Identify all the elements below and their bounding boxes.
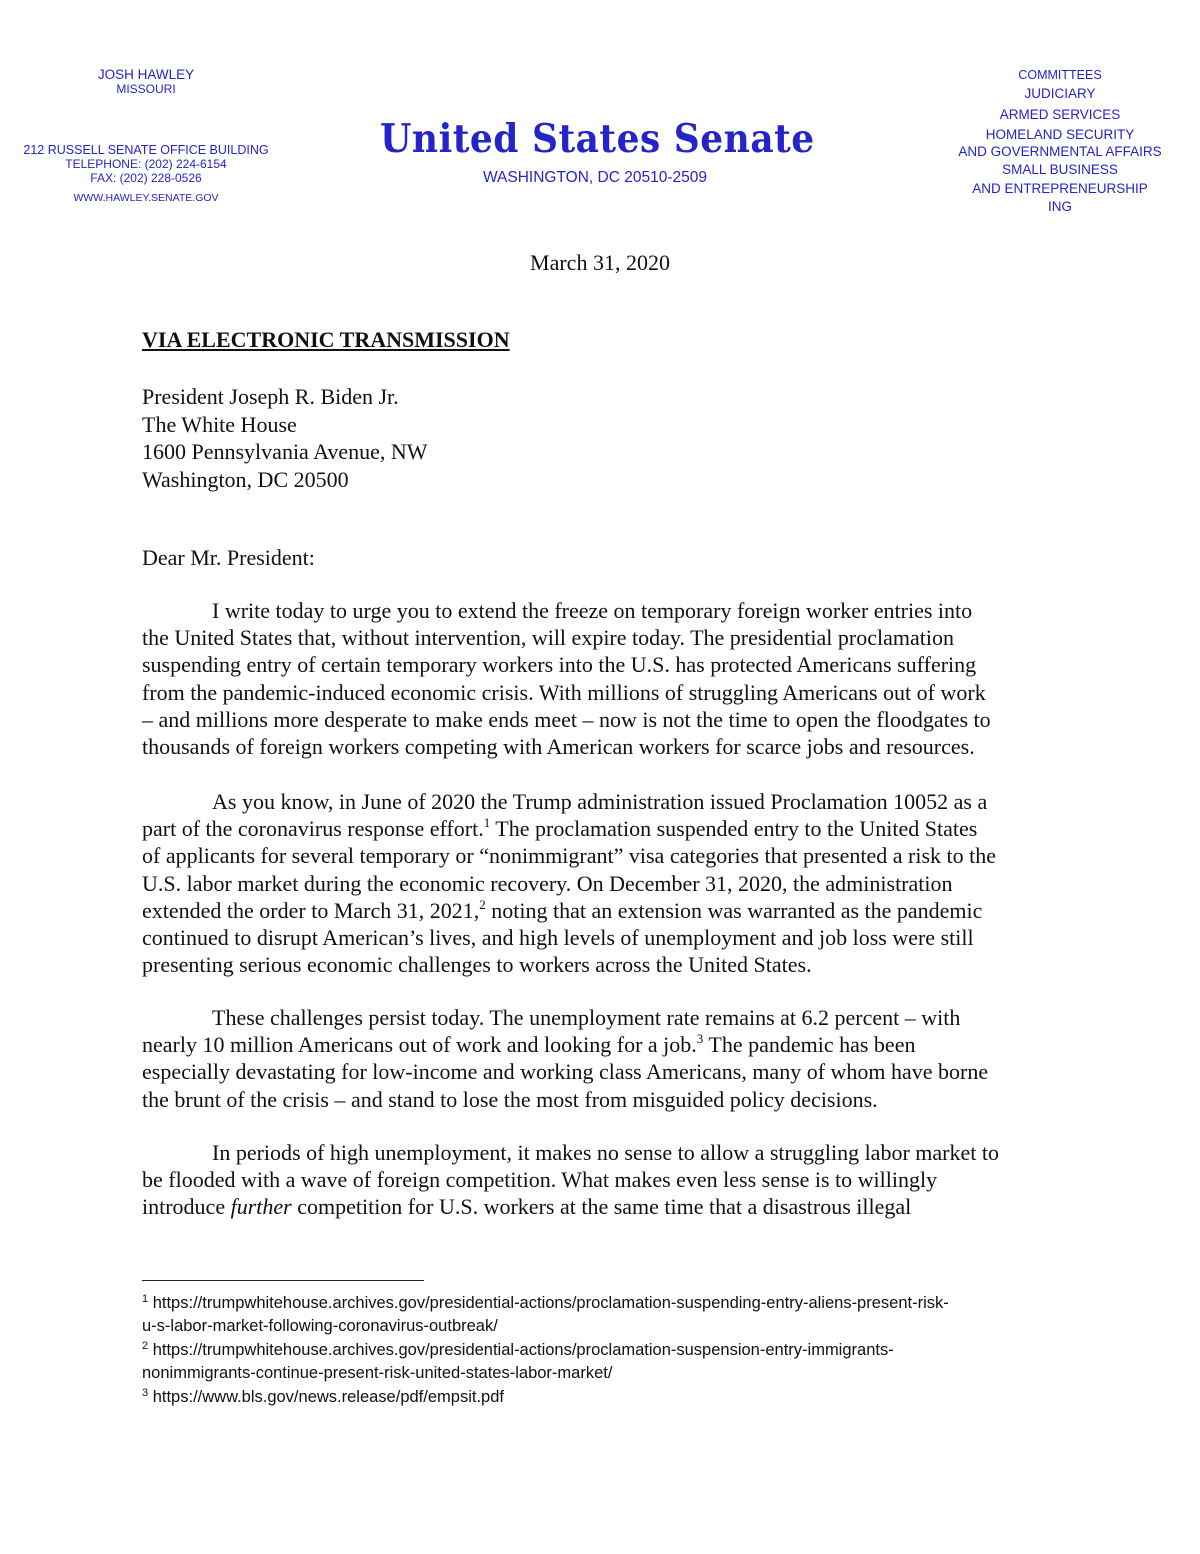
paragraph-3: [142, 1004, 1072, 1113]
paragraph-line: be flooded with a wave of foreign competition. What makes even less sense is to willingly: [142, 1167, 938, 1193]
footnote-ref-1: 1: [483, 815, 491, 831]
footnote-ref-2: 2: [479, 896, 486, 912]
paragraph-line: the brunt of the crisis – and stand to lose the most from misguided policy decisions.: [142, 1086, 878, 1112]
paragraph-line: the United States that, without intervention, will expire today. The presidential proclamation: [142, 625, 954, 651]
committee-item: AND ENTREPRENEURSHIP: [972, 181, 1148, 196]
paragraph-line: U.S. labor market during the economic recovery. On December 31, 2020, the administration: [142, 870, 953, 896]
paragraph-line: In periods of high unemployment, it makes no sense to allow a struggling labor market to: [212, 1140, 999, 1165]
footnote-link[interactable]: https://www.bls.gov/news.release/pdf/empsit.pdf: [148, 1387, 504, 1406]
committees-heading: COMMITTEES: [1018, 68, 1102, 82]
paragraph-2: [142, 788, 1072, 978]
website: WWW.HAWLEY.SENATE.GOV: [73, 192, 219, 204]
committee-item: SMALL BUSINESS: [1002, 162, 1118, 177]
transmission-method: VIA ELECTRONIC TRANSMISSION: [142, 327, 510, 352]
committee-item: AND GOVERNMENTAL AFFAIRS: [958, 144, 1162, 159]
paragraph-line: suspending entry of certain temporary workers into the U.S. has protected Americans suffering: [142, 652, 977, 678]
paragraph-1: [142, 597, 1072, 760]
recipient-line: Washington, DC 20500: [142, 466, 349, 492]
letter-date: March 31, 2020: [530, 250, 670, 275]
footnotes: [142, 1292, 949, 1409]
footnote-2: $^2$ https://trumpwhitehouse.archives.gov/presidential-actions/proclamation-suspension-entry-immigrants-: [142, 1339, 894, 1359]
senate-city: WASHINGTON, DC 20510-2509: [483, 169, 707, 186]
paragraph-line: I write today to urge you to extend the freeze on temporary foreign worker entries into: [212, 598, 973, 623]
footnote-link[interactable]: https://trumpwhitehouse.archives.gov/presidential-actions/proclamation-suspending-entry-aliens-present-risk-: [148, 1294, 949, 1312]
senator-name: JOSH HAWLEY: [97, 67, 195, 82]
committee-item: HOMELAND SECURITY: [985, 127, 1135, 142]
paragraph-line: from the pandemic-induced economic crisis. With millions of struggling Americans out of work: [142, 679, 986, 705]
senator-state: MISSOURI: [116, 82, 176, 96]
senate-title: United States Senate: [380, 115, 815, 163]
footnote-1: $^1$ https://trumpwhitehouse.archives.gov/presidential-actions/proclamation-suspending-entry-aliens-present-risk-: [142, 1293, 949, 1312]
committee-item: JUDICIARY: [1024, 86, 1096, 101]
letterhead-senate-block: [380, 115, 815, 187]
paragraph-line: As you know, in June of 2020 the Trump administration issued Proclamation 10052 as a: [212, 789, 988, 814]
footnote-link[interactable]: https://trumpwhitehouse.archives.gov/presidential-actions/proclamation-suspension-entry-immigrants-: [148, 1340, 894, 1359]
letterhead-committees-block: [930, 67, 1190, 217]
telephone: TELEPHONE: (202) 224-6154: [65, 157, 227, 171]
paragraph-line: introduce further competition for U.S. workers at the same time that a disastrous illegal: [142, 1194, 912, 1220]
footnote-ref-3: 3: [696, 1031, 704, 1047]
recipient-line: 1600 Pennsylvania Avenue, NW: [142, 439, 428, 464]
paragraph-line: presenting serious economic challenges to workers across the United States.: [142, 952, 812, 978]
recipient-line: President Joseph R. Biden Jr.: [142, 384, 399, 409]
paragraph-line: thousands of foreign workers competing with American workers for scarce jobs and resources.: [142, 734, 975, 760]
emphasis: further: [230, 1194, 292, 1220]
paragraph-4: [142, 1139, 1072, 1221]
letterhead-senator-block: [0, 67, 292, 204]
paragraph-line: These challenges persist today. The unemployment rate remains at 6.2 percent – with: [212, 1005, 961, 1030]
recipient-address: [142, 383, 428, 493]
footnote-1-cont[interactable]: u-s-labor-market-following-coronavirus-outbreak/: [142, 1317, 498, 1336]
paragraph-line: especially devastating for low-income and working class Americans, many of whom have borne: [142, 1059, 989, 1085]
footnote-2-cont[interactable]: nonimmigrants-continue-present-risk-united-states-labor-market/: [142, 1364, 613, 1383]
footnote-3: $^3$ https://www.bls.gov/news.release/pdf/empsit.pdf: [142, 1386, 504, 1406]
office-address: 212 RUSSELL SENATE OFFICE BUILDING: [23, 143, 269, 157]
paragraph-line: continued to disrupt American’s lives, and high levels of unemployment and job loss were still: [142, 925, 974, 951]
paragraph-line: extended the order to March 31, 2021,$^2$ noting that an extension was warranted as the pandemic: [142, 896, 983, 923]
committee-item: ARMED SERVICES: [999, 107, 1121, 122]
paragraph-line: nearly 10 million Americans out of work and looking for a job.$^3$ The pandemic has been: [142, 1031, 916, 1058]
committee-item: ING: [1047, 199, 1072, 214]
paragraph-line: – and millions more desperate to make ends meet – now is not the time to open the floodgates to: [142, 706, 991, 732]
paragraph-line: part of the coronavirus response effort.$^1$ The proclamation suspended entry to the United States: [142, 815, 978, 842]
footnote-divider: [142, 1280, 424, 1281]
fax: FAX: (202) 228-0526: [90, 171, 202, 185]
recipient-line: The White House: [142, 411, 297, 437]
salutation: Dear Mr. President:: [142, 545, 315, 570]
paragraph-line: of applicants for several temporary or “nonimmigrant” visa categories that presented a risk to the: [142, 843, 997, 869]
